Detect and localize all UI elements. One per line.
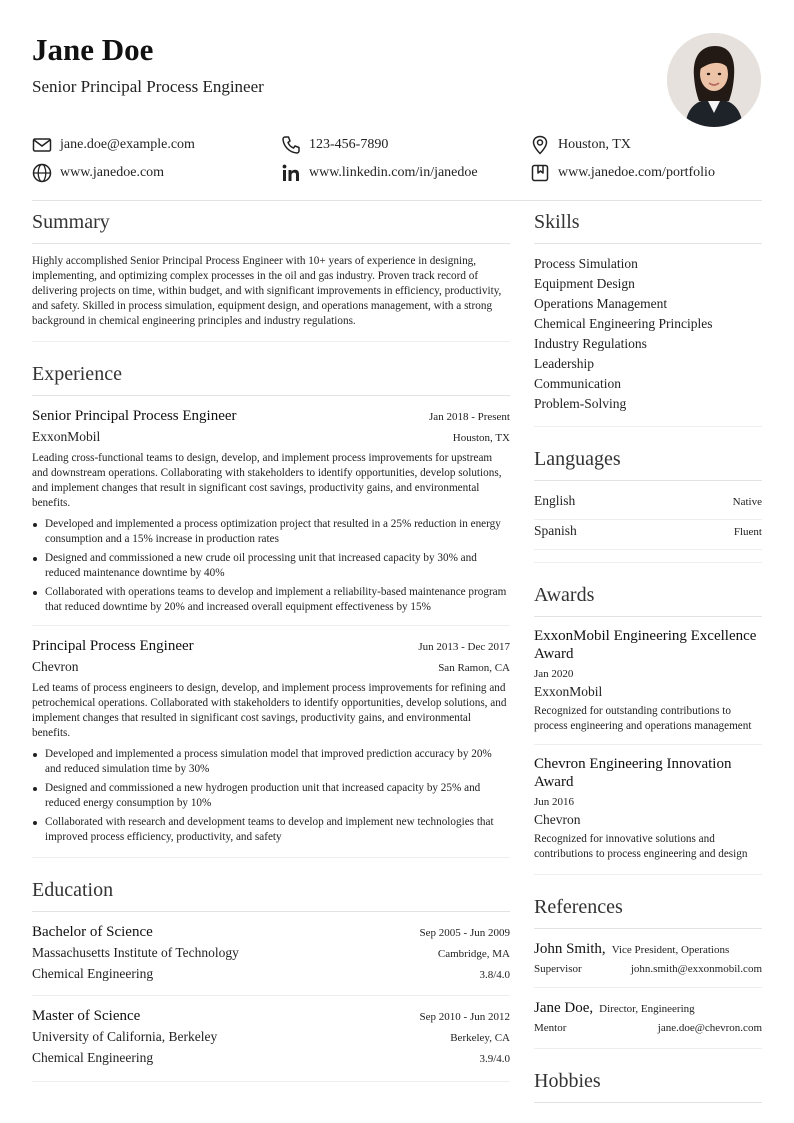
section-divider [534, 1048, 762, 1049]
location-pin-icon [530, 135, 550, 155]
contact-portfolio[interactable] [530, 163, 762, 183]
reference-name: Jane Doe, [534, 1000, 594, 1016]
degree: Master of Science [32, 1008, 141, 1024]
job-title: Principal Process Engineer [32, 638, 194, 654]
side-column [534, 208, 762, 1113]
job-company: Chevron [32, 659, 79, 674]
skill-item: Communication [534, 376, 621, 391]
summary-text: Highly accomplished Senior Principal Process Engineer with 10+ years of experience in designing, implementing, and optimizing complex processes in the oil and gas industry. Proven track record of delivering projects on time, within budget, and with significant improvements in efficiency, productivity, and safety. Skilled in process simulation, equipment design, and operations management, with a strong background in chemical engineering principles and industry regulations. [32, 255, 502, 327]
job-dates: Jan 2018 - Present [429, 411, 510, 423]
award-title: ExxonMobil Engineering Excellence Award [534, 628, 757, 662]
skill-item: Problem-Solving [534, 396, 627, 411]
reference-position: Director, Engineering [599, 1003, 695, 1015]
summary-heading: Summary [32, 208, 510, 244]
entry-divider [534, 744, 762, 745]
job-dates: Jun 2013 - Dec 2017 [418, 641, 510, 653]
phone-icon [281, 135, 301, 155]
education-dates: Sep 2010 - Jun 2012 [419, 1011, 510, 1023]
education-dates: Sep 2005 - Jun 2009 [419, 927, 510, 939]
contact-linkedin-text: www.linkedin.com/in/janedoe [309, 165, 478, 180]
gpa: 3.9/4.0 [479, 1053, 510, 1065]
skill-item: Process Simulation [534, 256, 638, 271]
award-description: Recognized for innovative solutions and contributions to process engineering and design [534, 833, 748, 860]
award-description: Recognized for outstanding contributions to process engineering and operations management [534, 705, 752, 732]
job-achievements [32, 517, 510, 615]
award-title: Chevron Engineering Innovation Award [534, 756, 732, 790]
school: University of California, Berkeley [32, 1029, 218, 1044]
job-location: Houston, TX [452, 432, 510, 444]
job-achievement: Designed and commissioned a new hydrogen production unit that increased capacity by 25% and reduced energy consumption by 10% [45, 781, 510, 811]
bookmark-icon [530, 163, 550, 183]
contact-email[interactable] [32, 135, 281, 155]
entry-divider [32, 625, 510, 626]
job-location: San Ramon, CA [438, 662, 510, 674]
profile-photo [667, 33, 761, 127]
entry-divider [534, 987, 762, 988]
section-divider [32, 1081, 510, 1082]
main-column [32, 208, 510, 1100]
contact-location [530, 135, 762, 155]
section-divider [534, 426, 762, 427]
reference-entry [534, 939, 762, 977]
award-organization: Chevron [534, 812, 581, 827]
job-company: ExxonMobil [32, 429, 101, 444]
school-location: Cambridge, MA [437, 948, 510, 960]
languages-heading: Languages [534, 445, 762, 481]
education-section [32, 876, 510, 1082]
reference-relation: Supervisor [534, 963, 582, 975]
education-entry [32, 922, 510, 985]
reference-relation: Mentor [534, 1022, 567, 1034]
job-achievement: Collaborated with operations teams to develop and implement a reliability-based maintenance program that reduced downtime by 20% and increased overall equipment effectiveness by 15% [45, 585, 510, 615]
job-achievement: Collaborated with research and development teams to develop and implement new technologies that improved process efficiency, productivity, and safety [45, 815, 510, 845]
skill-item: Operations Management [534, 296, 668, 311]
job-achievements [32, 747, 510, 845]
contact-location-text: Houston, TX [558, 137, 631, 152]
skills-heading: Skills [534, 208, 762, 244]
field-of-study: Chemical Engineering [32, 1050, 154, 1065]
skill-item: Leadership [534, 356, 594, 371]
hobbies-section [534, 1067, 762, 1103]
skill-item: Industry Regulations [534, 336, 647, 351]
contact-phone-text: 123-456-7890 [309, 137, 389, 152]
job-description: Leading cross-functional teams to design, develop, and implement process improvements for upstream and downstream operations. Collaborating with stakeholders to identify opportunities, develop solutions, and implement changes that result in significant cost savings, productivity gains, and environmental benefits. [32, 452, 502, 509]
school-location: Berkeley, CA [450, 1032, 510, 1044]
section-divider [534, 874, 762, 875]
resume-page [32, 32, 762, 1092]
experience-heading: Experience [32, 360, 510, 396]
language-item [534, 491, 762, 520]
language-item [534, 521, 762, 550]
awards-heading: Awards [534, 581, 762, 617]
mail-icon [32, 135, 52, 155]
contact-website[interactable] [32, 163, 281, 183]
job-achievement: Developed and implemented a process optimization project that resulted in a 25% reduction in energy consumption and a 15% increase in production rates [45, 517, 510, 547]
reference-position: Vice President, Operations [611, 944, 730, 956]
section-divider [32, 857, 510, 858]
reference-email[interactable]: john.smith@exxonmobil.com [630, 963, 762, 975]
experience-section [32, 360, 510, 858]
hobbies-heading: Hobbies [534, 1067, 762, 1103]
language-level: Fluent [733, 526, 762, 538]
award-entry [534, 627, 762, 734]
skill-item: Chemical Engineering Principles [534, 316, 713, 331]
references-section [534, 893, 762, 1049]
school: Massachusetts Institute of Technology [32, 945, 239, 960]
job-title: Senior Principal Process Engineer [32, 408, 237, 424]
section-divider [32, 341, 510, 342]
job-description: Led teams of process engineers to design, develop, and implement process improvements for refining and petrochemical operations. Collaborated with stakeholders to identify opportunities, develop solutions, and implement changes that resulted in significant cost savings, productivity gains, and environmental benefits. [32, 682, 507, 739]
language-name: Spanish [534, 523, 577, 538]
candidate-name: Jane Doe [32, 32, 154, 67]
award-date: Jan 2020 [534, 668, 574, 680]
reference-name: John Smith, [534, 941, 606, 957]
references-heading: References [534, 893, 762, 929]
linkedin-icon [281, 163, 301, 183]
degree: Bachelor of Science [32, 924, 153, 940]
job-achievement: Designed and commissioned a new crude oil processing unit that increased capacity by 30% and reduced maintenance downtime by 40% [45, 551, 510, 581]
gpa: 3.8/4.0 [479, 969, 510, 981]
reference-entry [534, 998, 762, 1036]
languages-section [534, 445, 762, 563]
contact-info [32, 135, 762, 183]
education-entry [32, 1006, 510, 1069]
contact-email-text: jane.doe@example.com [60, 137, 195, 152]
awards-section [534, 581, 762, 875]
experience-entry [32, 636, 510, 845]
reference-email[interactable]: jane.doe@chevron.com [657, 1022, 762, 1034]
contact-phone[interactable] [281, 135, 530, 155]
contact-linkedin[interactable] [281, 163, 530, 183]
skills-list [534, 254, 762, 414]
skill-item: Equipment Design [534, 276, 635, 291]
section-divider [534, 562, 762, 563]
candidate-title: Senior Principal Process Engineer [32, 77, 264, 96]
language-level: Native [732, 496, 762, 508]
award-date: Jun 2016 [534, 796, 575, 808]
job-achievement: Developed and implemented a process simulation model that improved prediction accuracy by 20% and reduced simulation time by 30% [45, 747, 510, 777]
award-organization: ExxonMobil [534, 684, 603, 699]
language-name: English [534, 493, 576, 508]
experience-entry [32, 406, 510, 615]
award-entry [534, 755, 762, 862]
skills-section [534, 208, 762, 427]
entry-divider [32, 995, 510, 996]
field-of-study: Chemical Engineering [32, 966, 154, 981]
summary-section [32, 208, 510, 342]
header-divider [32, 200, 762, 201]
education-heading: Education [32, 876, 510, 912]
contact-portfolio-text: www.janedoe.com/portfolio [558, 165, 715, 180]
contact-website-text: www.janedoe.com [60, 165, 165, 180]
globe-icon [32, 163, 52, 183]
